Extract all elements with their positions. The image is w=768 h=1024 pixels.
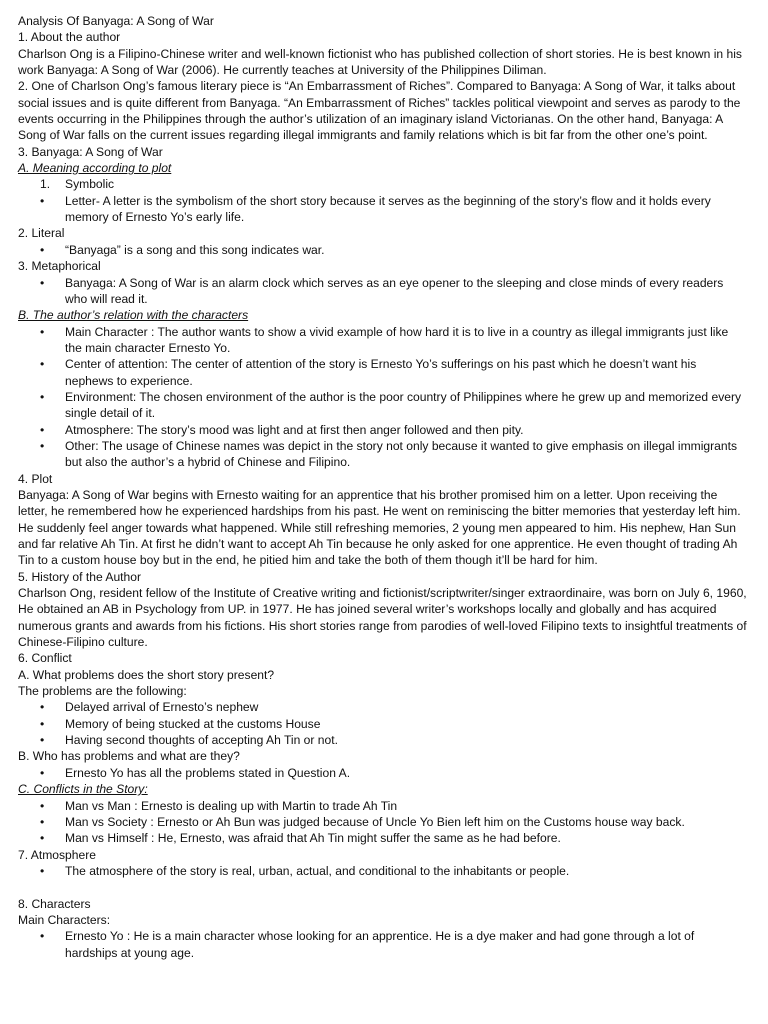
bullet-icon: • <box>40 733 45 748</box>
list-item <box>18 324 748 357</box>
bullet-text: Center of attention: The center of attention of the story is Ernesto Yo’s sufferings on his past which he doesn’t want his nephews to experience. <box>65 357 697 388</box>
symbolic-bullet <box>18 193 748 226</box>
bullet-text: Memory of being stucked at the customs House <box>65 716 321 731</box>
list-item <box>18 830 748 846</box>
list-item <box>18 438 748 471</box>
section-plot-heading: 4. Plot <box>18 471 53 486</box>
bullet-text: Atmosphere: The story’s mood was light and at first then anger followed and then pity. <box>65 422 524 437</box>
bullet-text: Ernesto Yo : He is a main character whose looking for an apprentice. He is a dye maker and had gone through a lot of hardships at young age. <box>65 929 695 960</box>
section-about-author-heading: 1. About the author <box>18 30 121 45</box>
meaning-plot-subheading: A. Meaning according to plot <box>18 161 172 176</box>
list-item <box>18 716 748 732</box>
author-relation-subheading: B. The author’s relation with the characters <box>18 308 249 323</box>
conflicts-story-subheading: C. Conflicts in the Story: <box>18 782 148 797</box>
bullet-icon: • <box>40 716 45 731</box>
bullet-text: Main Character : The author wants to show a vivid example of how hard it is to live in a country as illegal immigrants just like the main character Ernesto Yo. <box>65 324 729 355</box>
metaphorical-bullet <box>18 275 748 308</box>
list-item <box>18 765 748 781</box>
bullet-text: Man vs Society : Ernesto or Ah Bun was judged because of Uncle Yo Bien left him on the Customs house way back. <box>65 814 685 829</box>
metaphorical-heading: 3. Metaphorical <box>18 259 101 274</box>
bullet-icon: • <box>40 765 45 780</box>
blank-line <box>18 879 748 895</box>
literal-heading: 2. Literal <box>18 226 65 241</box>
bullet-icon: • <box>40 814 45 829</box>
bullet-text: Man vs Himself : He, Ernesto, was afraid that Ah Tin might suffer the same as he had before. <box>65 831 561 846</box>
list-item <box>18 928 748 961</box>
bullet-text: Having second thoughts of accepting Ah Tin or not. <box>65 733 338 748</box>
bullet-text: Environment: The chosen environment of the author is the poor country of Philippines where he grew up and memorized every single detail of it. <box>65 389 742 421</box>
symbolic-label: Symbolic <box>65 177 115 192</box>
about-author-paragraph: Charlson Ong is a Filipino-Chinese writer and well-known fictionist who has published collection of short stories. He is best known in his work Banyaga: A Song of War (2006). He currently teaches at University of the Philippines Diliman. <box>18 46 742 78</box>
history-paragraph: Charlson Ong, resident fellow of the Institute of Creative writing and fictionist/scriptwriter/singer extraordinaire, was born on July 6, 1960, He obtained an AB in Psychology from UP. in 1977. He has joined several writer’s workshops locally and globally and has acquired numerous grants and awards from his fictions. His short stories range from parodies of well-loved Filipino texts to insightful treatments of Chinese-Filipino culture. <box>18 586 747 650</box>
bullet-icon: • <box>40 798 45 813</box>
bullet-text: Delayed arrival of Ernesto’s nephew <box>65 700 259 715</box>
document-page <box>18 13 748 961</box>
bullet-text: The atmosphere of the story is real, urban, actual, and conditional to the inhabitants or people. <box>65 863 570 878</box>
bullet-text: Other: The usage of Chinese names was depict in the story not only because it wanted to give emphasis on illegal immigrants but also the author’s a hybrid of Chinese and Filipino. <box>65 438 738 470</box>
bullet-icon: • <box>40 863 45 878</box>
main-characters-label: Main Characters: <box>18 912 111 927</box>
symbolic-number: 1. <box>40 177 51 192</box>
bullet-icon: • <box>40 389 45 404</box>
plot-paragraph: Banyaga: A Song of War begins with Ernesto waiting for an apprentice that his brother promised him on a letter. Upon receiving the letter, he remembered how he experienced hardships from his past. He went on reminiscing the bitter memories that yesterday left him. He suddenly feel anger towards what happened. While still refreshing memories, 2 young men appeared to him. His nephew, Han Sun and far relative Ah Tin. At first he didn’t want to accept Ah Tin because he only asked for one apprentice. He even thought of trading Ah Tin to a custom house boy but in the end, he pitied him and take the both of them though it’ll be hard for him. <box>18 487 741 568</box>
bullet-text: Ernesto Yo has all the problems stated in Question A. <box>65 765 351 780</box>
bullet-text: Man vs Man : Ernesto is dealing up with Martin to trade Ah Tin <box>65 798 398 813</box>
bullet-icon: • <box>40 831 45 846</box>
list-item <box>18 732 748 748</box>
bullet-icon: • <box>40 438 45 453</box>
list-item <box>18 863 748 879</box>
bullet-icon: • <box>40 700 45 715</box>
bullet-text: Letter- A letter is the symbolism of the short story because it serves as the beginning of the story’s flow and it holds every memory of Ernesto Yo’s early life. <box>65 193 711 225</box>
section-atmosphere-heading: 7. Atmosphere <box>18 847 96 862</box>
famous-piece-paragraph: 2. One of Charlson Ong’s famous literary piece is “An Embarrassment of Riches”. Compared to Banyaga: A Song of War, it talks about social issues and is quite different from Banyaga. “An Embarrassment of Riches” tackles political viewpoint and serves as parody to the events occurring in the Philippines through the author’s utilization of an imaginary island Victorianas. On the other hand, Banyaga: A Song of War falls on the current issues regarding illegal immigrants and family relations which is bit far from the other one’s point. <box>18 79 741 143</box>
literal-bullet <box>18 242 748 258</box>
bullet-icon: • <box>40 929 45 944</box>
conflict-question-b: B. Who has problems and what are they? <box>18 749 240 764</box>
conflict-problems-intro: The problems are the following: <box>18 684 187 699</box>
bullet-icon: • <box>40 275 45 290</box>
list-item <box>18 798 748 814</box>
list-item <box>18 389 748 422</box>
document-title: Analysis Of Banyaga: A Song of War <box>18 14 214 28</box>
symbolic-item <box>18 176 748 192</box>
list-item <box>18 356 748 389</box>
bullet-icon: • <box>40 242 45 257</box>
section-banyaga-heading: 3. Banyaga: A Song of War <box>18 144 163 159</box>
bullet-icon: • <box>40 357 45 372</box>
bullet-icon: • <box>40 324 45 339</box>
list-item <box>18 814 748 830</box>
conflict-question-a: A. What problems does the short story present? <box>18 667 275 682</box>
section-characters-heading: 8. Characters <box>18 896 91 911</box>
section-history-heading: 5. History of the Author <box>18 569 142 584</box>
list-item <box>18 699 748 715</box>
bullet-text: Banyaga: A Song of War is an alarm clock which serves as an eye opener to the sleeping and close minds of every readers who will read it. <box>65 275 724 306</box>
bullet-icon: • <box>40 193 45 208</box>
section-conflict-heading: 6. Conflict <box>18 651 72 666</box>
bullet-icon: • <box>40 422 45 437</box>
list-item <box>18 422 748 438</box>
bullet-text: “Banyaga” is a song and this song indicates war. <box>65 242 325 257</box>
